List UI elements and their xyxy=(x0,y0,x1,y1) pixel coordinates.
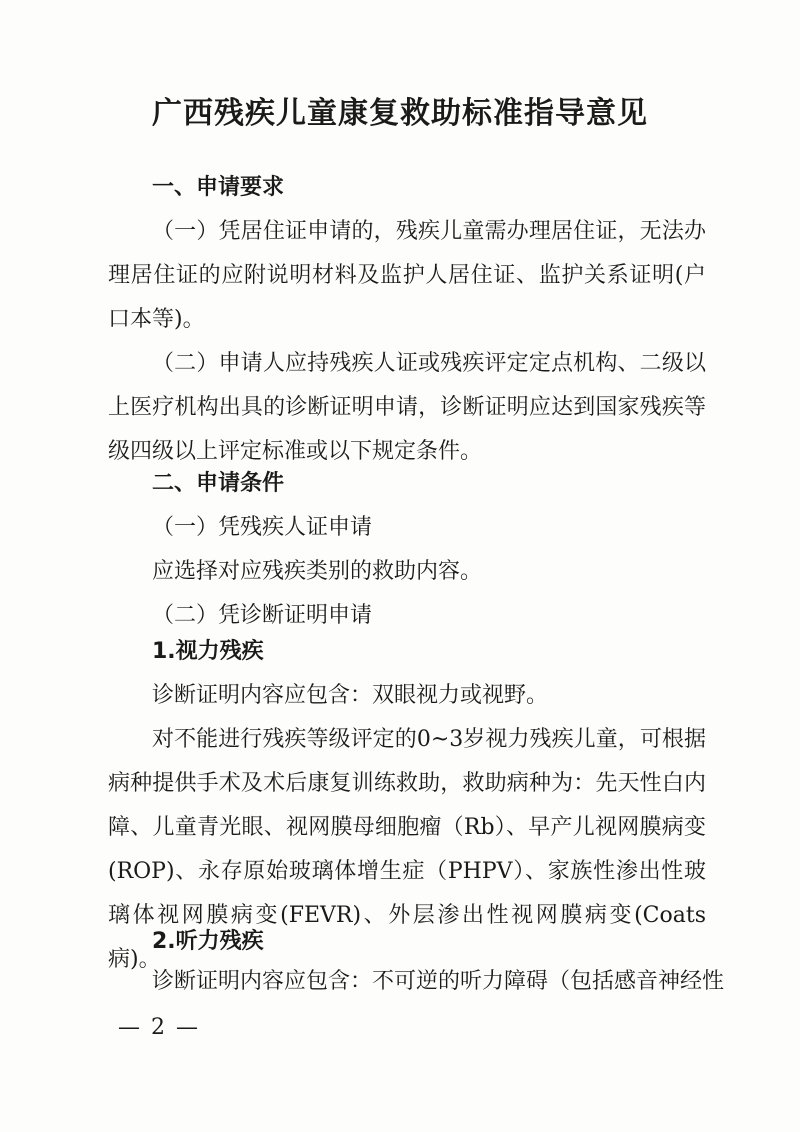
page-number: — 2 — xyxy=(118,1015,200,1040)
section1-heading: 一、申请要求 xyxy=(152,175,285,200)
section1-paragraph-2 xyxy=(108,342,706,474)
item1-p2-text: 对不能进行残疾等级评定的0~3岁视力残疾儿童，可根据病种提供手术及术后康复训练救助，救助病种为：先天性白内障、儿童青光眼、视网膜母细胞瘤（Rb）、早产儿视网膜病变(ROP)、永存原始玻璃体增生症（PHPV）、家族性渗出性玻璃体视网膜病变(FEVR)、外层渗出性视网膜病变(Coats病)。 xyxy=(108,727,706,972)
item1-heading: 1.视力残疾 xyxy=(152,639,264,664)
section1-p2-text: （二）申请人应持残疾人证或残疾评定定点机构、二级以上医疗机构出具的诊断证明申请，诊断证明应达到国家残疾等级四级以上评定标准或以下规定条件。 xyxy=(108,351,706,464)
document-title: 广西残疾儿童康复救助标准指导意见 xyxy=(152,96,648,131)
section1-paragraph-1 xyxy=(108,210,706,342)
section2-sub2: （二）凭诊断证明申请 xyxy=(152,603,373,628)
item2-heading: 2.听力残疾 xyxy=(152,929,264,954)
section2-sub1-text: 应选择对应残疾类别的救助内容。 xyxy=(152,559,483,584)
item1-paragraph-1: 诊断证明内容应包含：双眼视力或视野。 xyxy=(152,683,549,708)
section2-sub1: （一）凭残疾人证申请 xyxy=(152,515,373,540)
section1-p1-text: （一）凭居住证申请的，残疾儿童需办理居住证，无法办理居住证的应附说明材料及监护人居住证、监护关系证明(户口本等)。 xyxy=(108,219,706,332)
section2-heading: 二、申请条件 xyxy=(152,471,285,496)
item2-paragraph-1: 诊断证明内容应包含：不可逆的听力障碍（包括感音神经性 xyxy=(152,969,725,994)
